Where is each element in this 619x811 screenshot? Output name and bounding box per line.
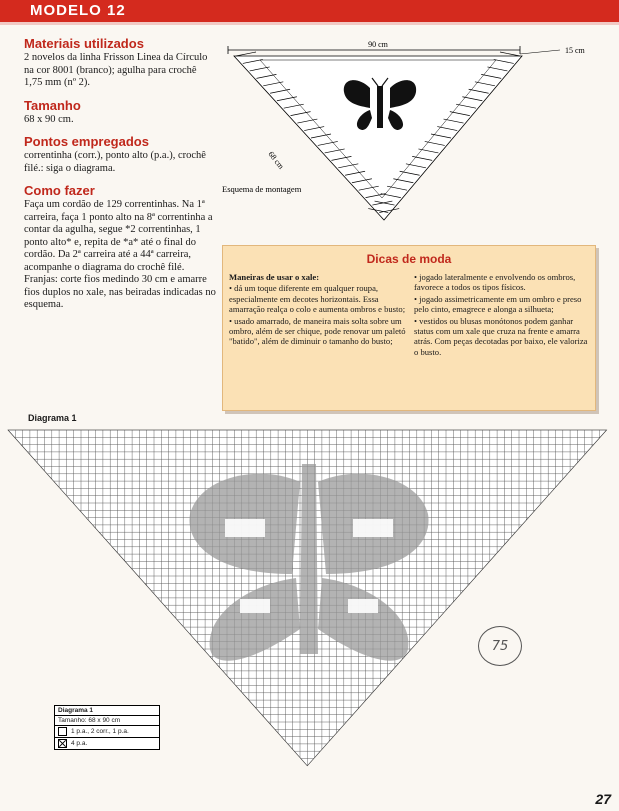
- tip-item: • jogado assimetricamente em um ombro e preso pelo cinto, emagrece e alonga a silhueta;: [414, 293, 582, 315]
- schema-caption: Esquema de montagem: [222, 184, 302, 194]
- diagram-label: Diagrama 1: [28, 413, 77, 423]
- materials-body: 2 novelos da linha Frisson Linea da Círculo na cor 8001 (branco); agulha para crochê 1,75 mm (nº 2).: [24, 52, 208, 88]
- tip-item: • usado amarrado, de maneira mais solta sobre um ombro, além de ser chique, pode renovar um paletó "batido", além de diminuir o tamanho do busto;: [229, 315, 406, 347]
- how-to-body: Faça um cordão de 129 correntinhas. Na 1ª carreira, faça 1 ponto alto na 8ª correntinha a contar da agulha, segue *2 correntinhas, 1 ponto alto* e, repita de *a* até o final do cordão. Da 2ª carreira até a 44ª carreira, acompanhe o diagrama do crochê filé. Franjas: corte fios medindo 30 cm e amarre fios duplos no xale, nas beiradas indicadas no esquema.: [24, 199, 216, 310]
- legend-filled-row: [55, 738, 159, 749]
- size-title: Tamanho: [24, 97, 81, 113]
- side-measure: 68 cm: [266, 149, 286, 171]
- page-title: MODELO 12: [30, 2, 126, 19]
- tip-item: • jogado lateralmente e envolvendo os ombros, favorece a todos os tipos físicos.: [414, 272, 576, 293]
- tips-subtitle: Maneiras de usar o xale:: [229, 272, 320, 282]
- materials-title: Materiais utilizados: [24, 36, 144, 51]
- fringe-measure: 15 cm: [565, 46, 585, 55]
- legend-empty-label: 1 p.a., 2 corr., 1 p.a.: [71, 728, 129, 735]
- tip-item: • vestidos ou blusas monótonos podem ganhar status com um xale que cruza na frente e amarra atrás. Com peças decotadas por baixo, ele valoriza o busto.: [414, 315, 588, 357]
- legend-size: Tamanho: 68 x 90 cm: [58, 717, 121, 724]
- fashion-tips-box: [222, 245, 596, 411]
- schema-drawing: [220, 36, 610, 236]
- tips-column-left: [229, 272, 406, 358]
- tips-title: Dicas de moda: [366, 252, 452, 266]
- legend-filled-label: 4 p.a.: [71, 740, 88, 747]
- assembly-schema: [220, 36, 610, 236]
- how-to-title: Como fazer: [24, 183, 95, 198]
- instructions-column: [24, 36, 216, 320]
- legend-title: Diagrama 1: [55, 706, 159, 716]
- top-measure: 90 cm: [368, 40, 388, 49]
- diagram-legend: [54, 705, 160, 750]
- empty-square-icon: [58, 727, 67, 736]
- cross-square-icon: [58, 739, 67, 748]
- stitches-title: Pontos empregados: [24, 134, 149, 149]
- size-body: 68 x 90 cm.: [24, 113, 74, 125]
- stitches-body: correntinha (corr.), ponto alto (p.a.), crochê filé.: siga o diagrama.: [24, 150, 206, 174]
- page-number: 27: [595, 791, 611, 807]
- handwritten-note: 75: [478, 626, 522, 666]
- header-rule: [0, 22, 619, 25]
- legend-empty-row: [55, 726, 159, 738]
- legend-size-row: [55, 716, 159, 726]
- tips-column-right: [414, 272, 591, 358]
- tips-columns: [229, 272, 591, 358]
- tip-item: • dá um toque diferente em qualquer roupa, especialmente em decotes horizontais. Essa amarração realça o colo e aumenta ombros e busto;: [229, 283, 406, 315]
